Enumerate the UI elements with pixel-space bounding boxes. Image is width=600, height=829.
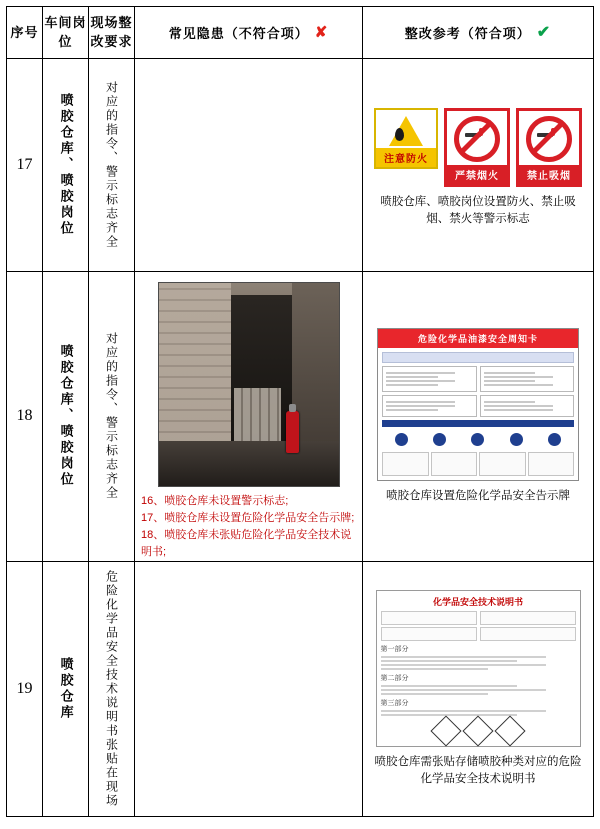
row-good-cell [363, 272, 593, 561]
list-item: 17、喷胶仓库未设置危险化学品安全告示牌; [141, 511, 355, 524]
row-good-cell [363, 59, 593, 271]
cross-icon: ✘ [314, 24, 329, 41]
row-requirement-label: 危险化学品安全技术说明书张贴在现场 [104, 569, 119, 808]
fire-warning-sign [374, 108, 438, 169]
row-number-cell [7, 59, 43, 271]
row-position-label: 喷胶仓库、喷胶岗位 [58, 92, 74, 237]
inspection-table [6, 6, 594, 817]
list-item: 16、喷胶仓库未设置警示标志; [141, 494, 289, 507]
header-cell-requirement [89, 7, 135, 58]
no-flame-icon [454, 116, 500, 162]
row-number: 18 [16, 407, 33, 425]
table-header-row [7, 7, 593, 59]
chemical-safety-card-title: 危险化学品油漆安全周知卡 [378, 329, 578, 348]
row-requirement-cell [89, 562, 135, 816]
row-requirement-cell [89, 272, 135, 561]
row-good-caption: 喷胶仓库设置危险化学品安全告示牌 [386, 489, 570, 502]
row-position-label: 喷胶仓库 [58, 656, 74, 721]
header-good-label: 整改参考（符合项） [404, 25, 531, 41]
header-no-label: 序号 [10, 24, 39, 40]
no-smoking-icon [526, 116, 572, 162]
row-good-caption: 喷胶仓库需张贴存储喷胶种类对应的危险化学品安全技术说明书 [374, 755, 582, 785]
no-open-flame-sign [444, 108, 510, 187]
bad-note-list [135, 493, 362, 561]
warehouse-photo [158, 282, 340, 487]
hazard-pictogram-icon [494, 715, 525, 746]
row-requirement-label: 对应的指令、警示标志齐全 [104, 332, 119, 501]
row-requirement-label: 对应的指令、警示标志齐全 [104, 80, 119, 249]
fire-warning-sign-label: 注意防火 [376, 148, 436, 167]
no-smoking-sign [516, 108, 582, 187]
msds-title: 化学品安全技术说明书 [432, 596, 523, 607]
row-bad-cell [135, 272, 363, 561]
list-item: 18、喷胶仓库未张贴危险化学品安全技术说明书; [141, 528, 352, 558]
row-number-cell [7, 272, 43, 561]
row-number: 17 [16, 155, 33, 173]
no-open-flame-sign-label: 严禁烟火 [447, 165, 507, 184]
table-row [7, 272, 593, 562]
row-position-label: 喷胶仓库、喷胶岗位 [58, 344, 74, 489]
header-cell-no [7, 7, 43, 58]
table-row [7, 59, 593, 272]
row-position-cell [43, 59, 89, 271]
flame-warning-icon [389, 116, 423, 146]
row-good-cell [363, 562, 593, 816]
header-cell-good [363, 7, 593, 58]
row-position-cell [43, 272, 89, 561]
header-cell-position [43, 7, 89, 58]
chemical-safety-card [377, 328, 579, 481]
row-requirement-cell [89, 59, 135, 271]
header-position-label: 车间岗位 [44, 14, 87, 50]
table-row [7, 562, 593, 816]
row-bad-cell [135, 562, 363, 816]
hazard-pictogram-icon [462, 715, 493, 746]
header-bad-label: 常见隐患（不符合项） [168, 25, 309, 41]
msds-document: 化学品安全技术说明书 第一部分 第二部分 第三部分 [376, 590, 581, 747]
row-good-caption: 喷胶仓库、喷胶岗位设置防火、禁止吸烟、禁火等警示标志 [380, 195, 576, 225]
safety-signs-group [374, 108, 582, 187]
header-requirement-label: 现场整改要求 [90, 14, 133, 50]
fire-extinguisher-icon [286, 411, 299, 453]
header-cell-bad [135, 7, 363, 58]
row-number: 19 [16, 679, 33, 697]
check-icon: ✔ [536, 24, 552, 42]
row-number-cell [7, 562, 43, 816]
no-smoking-sign-label: 禁止吸烟 [519, 165, 579, 184]
row-position-cell [43, 562, 89, 816]
row-bad-cell [135, 59, 363, 271]
hazard-pictogram-icon [430, 715, 461, 746]
